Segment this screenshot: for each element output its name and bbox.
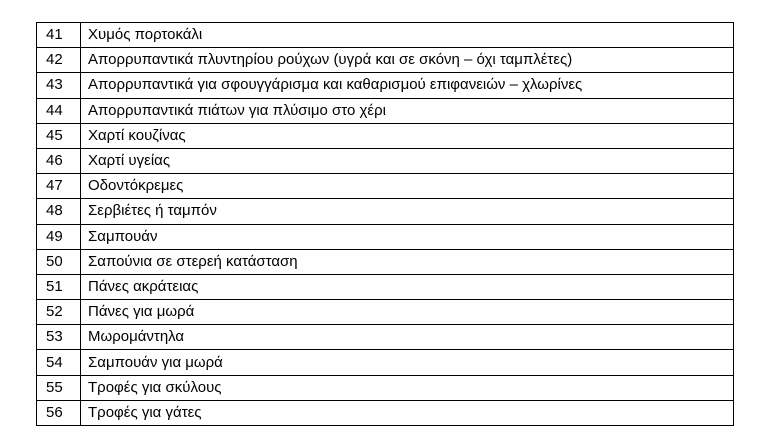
row-number: 42 <box>37 48 81 73</box>
table-row <box>37 23 734 48</box>
row-number: 48 <box>37 199 81 224</box>
row-number: 55 <box>37 375 81 400</box>
table-row <box>37 350 734 375</box>
table-row <box>37 73 734 98</box>
row-number: 53 <box>37 325 81 350</box>
row-description: Πάνες ακράτειας <box>81 274 734 299</box>
row-number: 46 <box>37 148 81 173</box>
row-description: Σαμπουάν για μωρά <box>81 350 734 375</box>
row-number: 45 <box>37 123 81 148</box>
row-description: Σαπούνια σε στερεή κατάσταση <box>81 249 734 274</box>
row-description: Σερβιέτες ή ταμπόν <box>81 199 734 224</box>
row-number: 44 <box>37 98 81 123</box>
row-description: Τροφές για σκύλους <box>81 375 734 400</box>
table-row <box>37 224 734 249</box>
row-number: 51 <box>37 274 81 299</box>
row-description: Απορρυπαντικά πιάτων για πλύσιμο στο χέρι <box>81 98 734 123</box>
product-list-table <box>36 22 734 426</box>
row-number: 52 <box>37 300 81 325</box>
table-row <box>37 199 734 224</box>
table-row <box>37 274 734 299</box>
row-description: Χυμός πορτοκάλι <box>81 23 734 48</box>
table-row <box>37 400 734 425</box>
product-list-body <box>37 23 734 426</box>
row-number: 49 <box>37 224 81 249</box>
row-description: Χαρτί κουζίνας <box>81 123 734 148</box>
row-number: 41 <box>37 23 81 48</box>
table-row <box>37 123 734 148</box>
row-description: Τροφές για γάτες <box>81 400 734 425</box>
table-row <box>37 148 734 173</box>
table-row <box>37 325 734 350</box>
row-number: 56 <box>37 400 81 425</box>
table-row <box>37 249 734 274</box>
table-row <box>37 174 734 199</box>
row-description: Πάνες για μωρά <box>81 300 734 325</box>
row-number: 50 <box>37 249 81 274</box>
row-number: 47 <box>37 174 81 199</box>
row-number: 54 <box>37 350 81 375</box>
row-description: Απορρυπαντικά για σφουγγάρισμα και καθαρισμού επιφανειών – χλωρίνες <box>81 73 734 98</box>
row-description: Απορρυπαντικά πλυντηρίου ρούχων (υγρά και σε σκόνη – όχι ταμπλέτες) <box>81 48 734 73</box>
row-description: Οδοντόκρεμες <box>81 174 734 199</box>
row-description: Σαμπουάν <box>81 224 734 249</box>
table-row <box>37 98 734 123</box>
row-description: Μωρομάντηλα <box>81 325 734 350</box>
table-row <box>37 48 734 73</box>
table-row <box>37 375 734 400</box>
table-row <box>37 300 734 325</box>
row-number: 43 <box>37 73 81 98</box>
row-description: Χαρτί υγείας <box>81 148 734 173</box>
